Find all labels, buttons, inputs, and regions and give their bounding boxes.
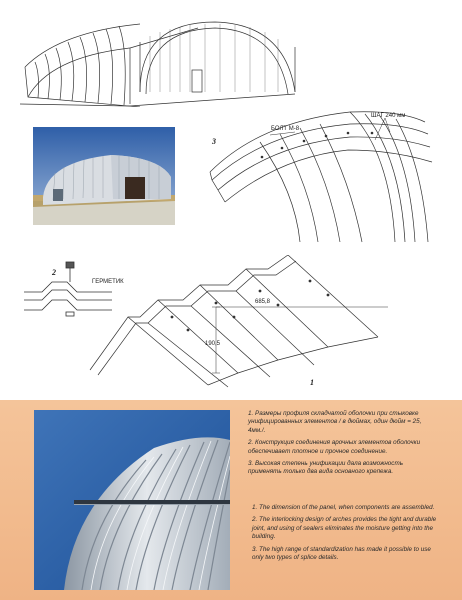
detail-number-2: 2	[52, 268, 56, 277]
panel-wall-photo	[34, 410, 230, 590]
bolt-label: БОЛТ М-8	[271, 126, 300, 132]
panel-profile-drawing	[88, 255, 388, 390]
pitch-label: ШАГ 240 мм	[371, 113, 406, 119]
notes-russian	[248, 410, 438, 481]
note-ru-3: 3. Высокая степень унификации дала возможность применять только два вида основного крепежа.	[248, 460, 404, 476]
note-en-1: 1. The dimension of the panel, when components are assembled.	[252, 504, 435, 511]
note-ru-1: 1. Размеры профиля складчатой оболочки при стыковке унифицированных элементов / в дюймах, один дюйм = 25, 4мм./.	[248, 410, 422, 434]
arch-joint-drawing	[200, 102, 435, 252]
detail-number-3: 3	[212, 137, 216, 146]
panel-number-1: 1	[310, 378, 314, 387]
notes-english	[248, 504, 438, 566]
note-ru-2: 2. Конструкция соединения арочных элементов оболочки обеспечивает плотное и прочное соединение.	[248, 439, 421, 455]
note-en-2: 2. The interlocking design of arches provides the tight and durable joint, and using of sealers eliminates the moisture getting into the building.	[252, 516, 437, 541]
building-photo	[33, 127, 175, 225]
width-dimension: 685,8	[255, 299, 271, 305]
sealant-label: ГЕРМЕТИК	[92, 279, 124, 285]
height-dimension: 190,5	[205, 341, 221, 347]
note-en-3: 3. The high range of standardization has made it possible to use only two types of splice details.	[252, 545, 431, 562]
hangar-drawing	[20, 12, 300, 107]
